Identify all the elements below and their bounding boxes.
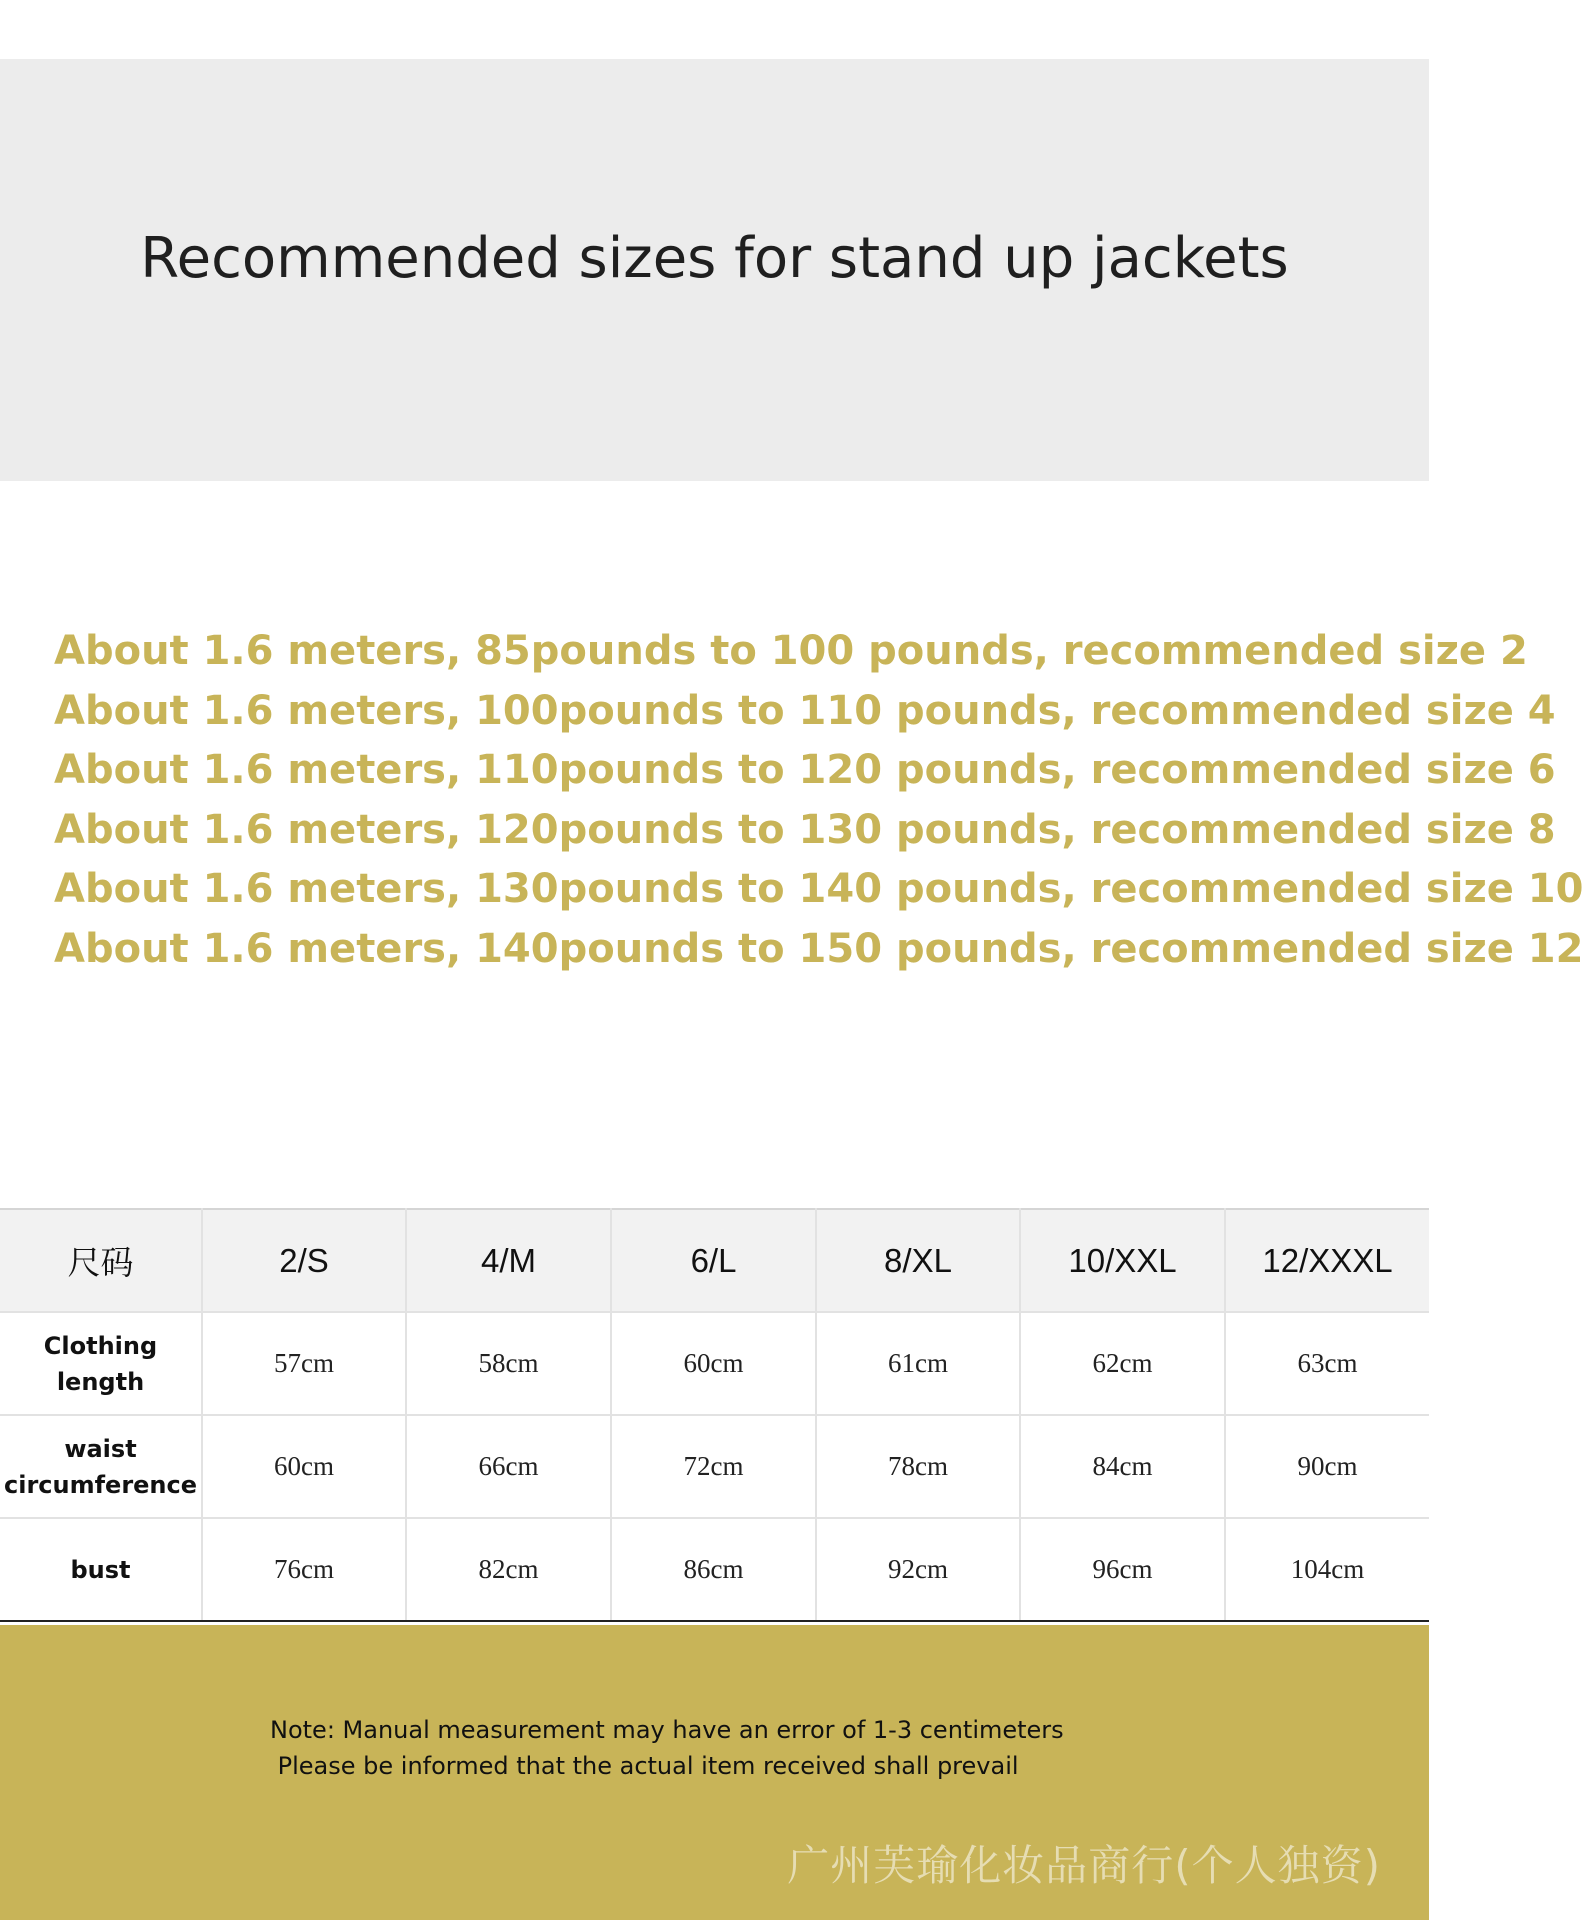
row-label-waist-circumference: waist circumference [0,1415,202,1518]
table-cell: 72cm [611,1415,816,1518]
recommendation-line: About 1.6 meters, 100pounds to 110 pounds, recommended size 4 [54,687,1556,734]
row-label-bust: bust [0,1518,202,1621]
header-size-12xxxl: 12/XXXL [1225,1209,1429,1312]
table-cell: 61cm [816,1312,1020,1415]
recommendation-line: About 1.6 meters, 140pounds to 150 pounds, recommended size 12 [54,925,1583,972]
header-size-4m: 4/M [406,1209,611,1312]
recommendation-line: About 1.6 meters, 120pounds to 130 pounds, recommended size 8 [54,806,1556,853]
shop-watermark: 广州芙瑜化妆品商行(个人独资) [787,1841,1381,1890]
table-cell: 90cm [1225,1415,1429,1518]
table-cell: 66cm [406,1415,611,1518]
note-line-1: Note: Manual measurement may have an error of 1-3 centimeters [270,1716,1064,1744]
header-size-6l: 6/L [611,1209,816,1312]
table-cell: 92cm [816,1518,1020,1621]
table-cell: 96cm [1020,1518,1225,1621]
table-header-row [0,1209,1429,1312]
table-cell: 58cm [406,1312,611,1415]
recommendation-line: About 1.6 meters, 110pounds to 120 pounds, recommended size 6 [54,747,1556,793]
table-cell: 84cm [1020,1415,1225,1518]
header-size-label: 尺码 [0,1209,202,1312]
size-chart-table [0,1208,1429,1622]
table-cell: 82cm [406,1518,611,1621]
recommendation-line: About 1.6 meters, 85pounds to 100 pounds, recommended size 2 [54,628,1528,674]
table-row [0,1415,1429,1518]
table-cell: 60cm [202,1415,406,1518]
table-cell: 62cm [1020,1312,1225,1415]
table-cell: 57cm [202,1312,406,1415]
row-label-clothing-length: Clothing length [0,1312,202,1415]
page-title: Recommended sizes for stand up jackets [140,225,1289,291]
note-band [0,1625,1429,1920]
table-cell: 86cm [611,1518,816,1621]
header-size-8xl: 8/XL [816,1209,1020,1312]
note-line-2: Please be informed that the actual item received shall prevail [270,1752,1019,1780]
table-row [0,1312,1429,1415]
size-recommendations [54,622,1583,979]
table-cell: 63cm [1225,1312,1429,1415]
table-cell: 60cm [611,1312,816,1415]
table-row [0,1518,1429,1621]
table-cell: 76cm [202,1518,406,1621]
header-size-10xxl: 10/XXL [1020,1209,1225,1312]
title-band [0,59,1429,481]
table-cell: 78cm [816,1415,1020,1518]
recommendation-line: About 1.6 meters, 130pounds to 140 pounds, recommended size 10 [54,866,1583,912]
table-cell: 104cm [1225,1518,1429,1621]
measurement-note [270,1712,1064,1784]
header-size-2s: 2/S [202,1209,406,1312]
